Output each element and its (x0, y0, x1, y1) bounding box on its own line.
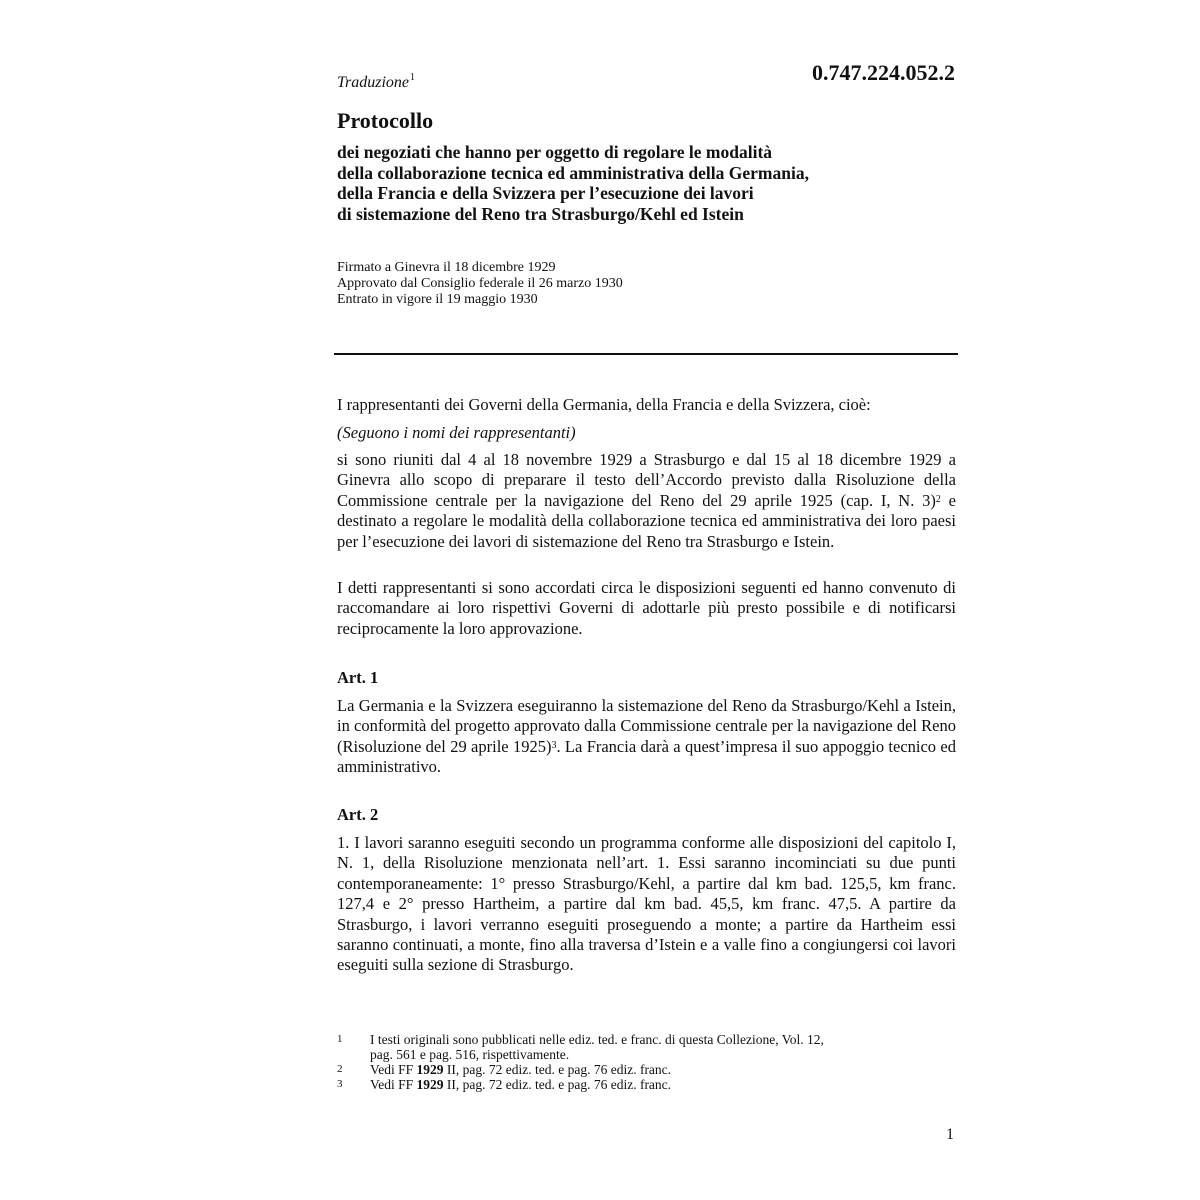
footnote-number: 2 (337, 1063, 343, 1075)
subtitle-line: dei negoziati che hanno per oggetto di regolare le modalità (337, 142, 773, 162)
footnotes (337, 1032, 937, 1092)
subtitle-line: della collaborazione tecnica ed amministrativa della Germania, (337, 162, 809, 183)
preamble-meeting-paragraph (337, 450, 956, 552)
article-1-heading: Art. 1 (337, 668, 379, 687)
article-1-text (337, 696, 956, 778)
document-number: 0.747.224.052.2 (812, 60, 955, 85)
footnote-year: 1929 (416, 1062, 444, 1077)
article-2-text: 1. I lavori saranno eseguiti secondo un programma conforme alle disposizioni del capitolo I, N. 1, della Risoluzione menzionata nell’art. 1. Essi saranno incominciati su due punti contemporaneamente: 1° presso Strasburgo/Kehl, a partire dal km bad. 125,5, km franc. 127,4 e 2° presso Hartheim, a partire dal km bad. 45,5, km franc. 47,5. A partire da Strasburgo, i lavori verranno eseguiti proseguendo a monte; a partire da Hartheim essi saranno continuati, a monte, fino alla traversa d’Istein e a valle fino a congiungersi coi lavori eseguiti sulla sezione di Strasburgo. (337, 833, 956, 975)
article-2-heading: Art. 2 (337, 805, 379, 824)
date-in-force: Entrato in vigore il 19 maggio 1930 (337, 292, 538, 307)
footnote-text (370, 1062, 937, 1077)
date-signed: Firmato a Ginevra il 18 dicembre 1929 (337, 260, 556, 275)
footnote-text-part: II, pag. 72 ediz. ted. e pag. 76 ediz. franc. (443, 1077, 672, 1092)
footnote-text-part: II, pag. 72 ediz. ted. e pag. 76 ediz. franc. (443, 1062, 672, 1077)
date-approved: Approvato dal Consiglio federale il 26 marzo 1930 (337, 276, 623, 291)
footnote-ref-2[interactable]: 2 (935, 493, 941, 505)
preamble-agreement-paragraph: I detti rappresentanti si sono accordati circa le disposizioni seguenti ed hanno convenuto di raccomandare ai loro rispettivi Governi di adottarle più presto possibile e di notificarsi reciprocamente la loro approvazione. (337, 578, 956, 638)
footnote-number: 1 (337, 1033, 343, 1045)
footnote-line: pag. 561 e pag. 516, rispettivamente. (370, 1047, 570, 1062)
header-divider (334, 353, 958, 355)
translation-label-text: Traduzione (337, 74, 410, 91)
article-1-text-cont: . La Francia darà a quest’impresa il suo appoggio tecnico ed amministrativo. (337, 736, 956, 777)
document-subtitle (337, 142, 937, 224)
footnote-line: I testi originali sono pubblicati nelle ediz. ted. e franc. di questa Collezione, Vol. 12, (370, 1032, 824, 1047)
subtitle-line: della Francia e della Svizzera per l’esecuzione dei lavori (337, 183, 754, 203)
page-number: 1 (946, 1126, 954, 1143)
preamble-meeting-text: si sono riuniti dal 4 al 18 novembre 1929 a Strasburgo e dal 15 al 18 dicembre 1929 a Ginevra allo scopo di preparare il testo dell’Accordo previsto dalla Risoluzione della Commissione centrale per la navigazione del Reno del 29 aprile 1925 (cap. I, N. 3) (337, 450, 956, 510)
footnote-number: 3 (337, 1078, 343, 1090)
footnote-year: 1929 (416, 1077, 444, 1092)
footnote-item (337, 1062, 937, 1077)
footnote-text-part: Vedi FF (370, 1077, 417, 1092)
footnote-item (337, 1077, 937, 1092)
footnote-item (337, 1032, 937, 1062)
footnote-text (370, 1032, 937, 1062)
footnote-ref-1[interactable]: 1 (410, 72, 416, 83)
article-1-text-part: La Germania e la Svizzera eseguiranno la sistemazione del Reno da Strasburgo/Kehl a Istein, in conformità del progetto approvato dalla Commissione centrale per la navigazione del Reno (Risoluzione del 29 aprile 1925) (337, 696, 956, 756)
footnote-ref-3[interactable]: 3 (551, 739, 557, 751)
document-dates (337, 260, 623, 308)
preamble-names-note: (Seguono i nomi dei rappresentanti) (337, 423, 576, 442)
translation-label (337, 74, 415, 92)
preamble-intro: I rappresentanti dei Governi della Germania, della Francia e della Svizzera, cioè: (337, 395, 871, 414)
page-title: Protocollo (337, 108, 434, 133)
footnote-text-part: Vedi FF (370, 1062, 417, 1077)
subtitle-line: di sistemazione del Reno tra Strasburgo/Kehl ed Istein (337, 203, 744, 224)
footnote-text (370, 1077, 937, 1092)
preamble-meeting-text-cont: e destinato a regolare le modalità della collaborazione tecnica ed amministrativa dei loro paesi per l’esecuzione dei lavori di sistemazione del Reno tra Strasburgo e Istein. (337, 490, 957, 551)
